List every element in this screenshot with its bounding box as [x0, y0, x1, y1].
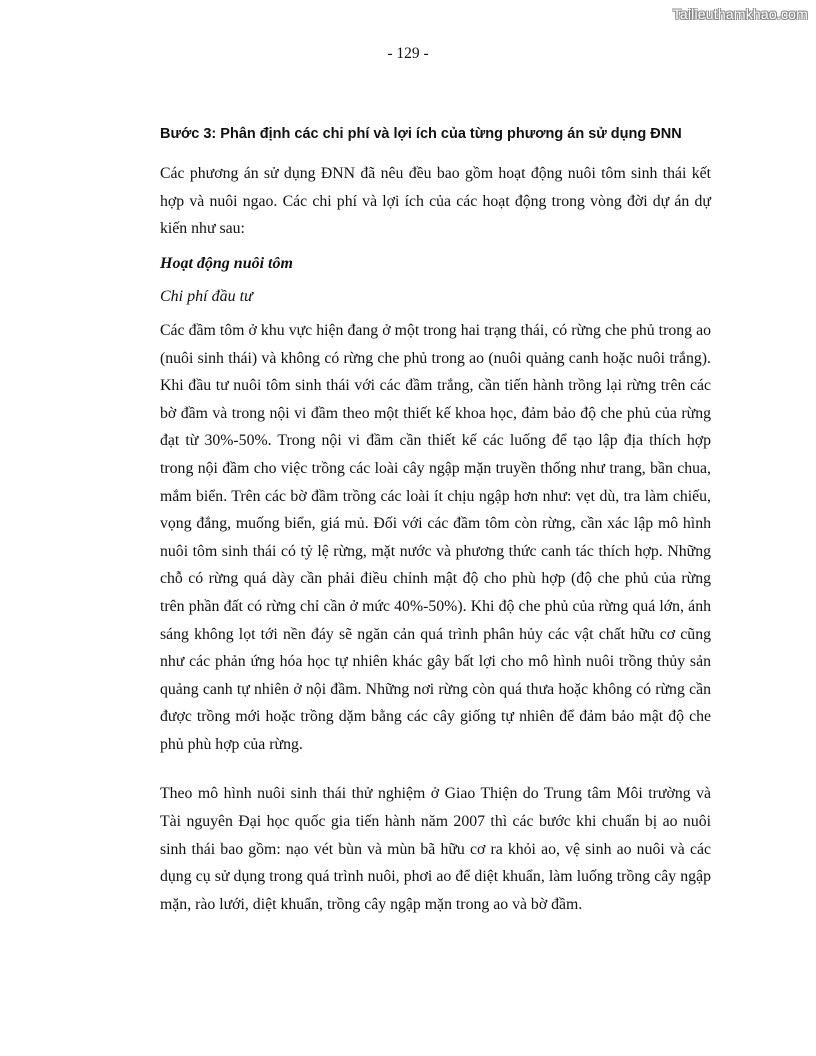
document-body [160, 124, 711, 918]
activity-heading: Hoạt động nuôi tôm [160, 254, 293, 272]
body-paragraph-1: Các đầm tôm ở khu vực hiện đang ở một trong hai trạng thái, có rừng che phủ trong ao (nuôi sinh thái) và không có rừng che phủ trong ao (nuôi quảng canh hoặc nuôi trắng). Khi đầu tư nuôi tôm sinh thái với các đầm trắng, cần tiến hành trồng lại rừng trên các bờ đầm và trong nội vi đầm theo một thiết kế khoa học, đảm bảo độ che phủ của rừng đạt từ 30%-50%. Trong nội vi đầm cần thiết kế các luống để tạo lập địa thích hợp trong nội đầm cho việc trồng các loài cây ngập mặn truyền thống như trang, bần chua, mắm biển. Trên các bờ đầm trồng các loài ít chịu ngập hơn như: vẹt dù, tra làm chiếu, vọng đắng, muống biển, giá mủ. Đối với các đầm tôm còn rừng, cần xác lập mô hình nuôi tôm sinh thái có tỷ lệ rừng, mặt nước và phương thức canh tác thích hợp. Những chỗ có rừng quá dày cần phải điều chỉnh mật độ cho phù hợp (độ che phủ của rừng trên phần đất có rừng chỉ cần ở mức 40%-50%). Khi độ che phủ của rừng quá lớn, ánh sáng không lọt tới nền đáy sẽ ngăn cản quá trình phân hủy các vật chất hữu cơ cũng như các phản ứng hóa học tự nhiên khác gây bất lợi cho mô hình nuôi trồng thủy sản quảng canh tự nhiên ở nội đầm. Những nơi rừng còn quá thưa hoặc không có rừng cần được trồng mới hoặc trồng dặm bằng các cây giống tự nhiên để đảm bảo mật độ che phủ phù hợp của rừng. [160, 321, 711, 753]
watermark-text: Tailieuthamkhao.com [672, 6, 808, 22]
cost-heading: Chi phí đầu tư [160, 288, 253, 306]
body-paragraph-2: Theo mô hình nuôi sinh thái thử nghiệm ở Giao Thiện do Trung tâm Môi trường và Tài nguyên Đại học quốc gia tiến hành năm 2007 thì các bước khi chuẩn bị ao nuôi sinh thái bao gồm: nạo vét bùn và mùn bã hữu cơ ra khỏi ao, vệ sinh ao nuôi và các dụng cụ sử dụng trong quá trình nuôi, phơi ao để diệt khuẩn, làm luống trồng cây ngập mặn, rào lưới, diệt khuẩn, trồng cây ngập mặn trong ao và bờ đầm. [160, 785, 711, 913]
intro-paragraph: Các phương án sử dụng ĐNN đã nêu đều bao gồm hoạt động nuôi tôm sinh thái kết hợp và nuôi ngao. Các chi phí và lợi ích của các hoạt động trong vòng đời dự án dự kiến như sau: [160, 165, 711, 238]
page-number: - 129 - [387, 45, 429, 62]
section-heading: Bước 3: Phân định các chi phí và lợi ích của từng phương án sử dụng ĐNN [160, 126, 682, 142]
